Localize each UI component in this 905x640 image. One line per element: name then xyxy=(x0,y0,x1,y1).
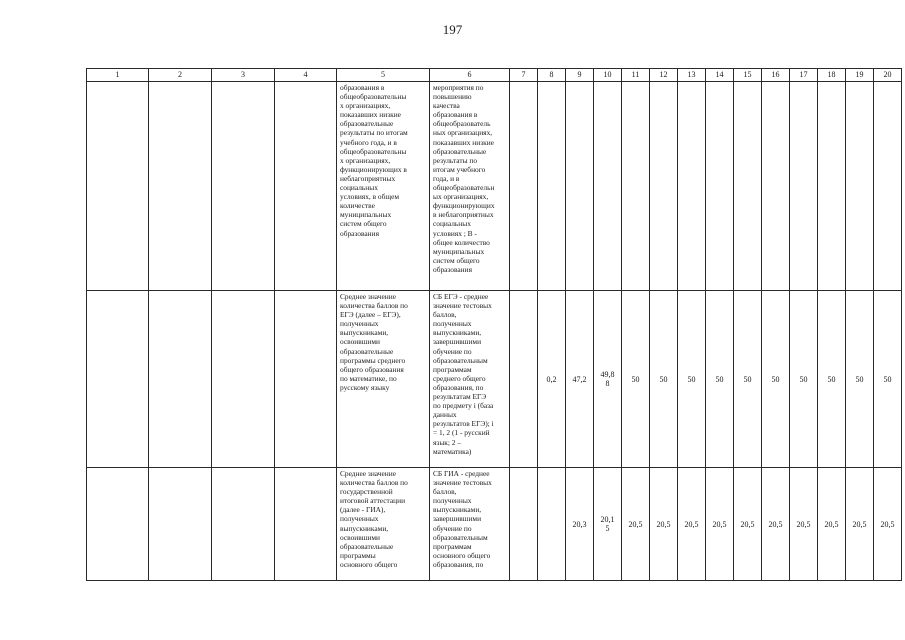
header-row xyxy=(87,69,902,82)
value-cell: 50 xyxy=(790,291,818,468)
formula-cell xyxy=(430,468,510,581)
table-cell xyxy=(149,82,212,291)
value-cell: 20,5 xyxy=(650,468,678,581)
value-cell: 20,1 5 xyxy=(594,468,622,581)
table-cell xyxy=(212,82,275,291)
value-cell: 0,2 xyxy=(538,291,566,468)
value-cell: 20,5 xyxy=(706,468,734,581)
value-cell xyxy=(678,82,706,291)
value-cell: 50 xyxy=(762,291,790,468)
value-cell: 20,5 xyxy=(762,468,790,581)
data-table xyxy=(86,68,902,581)
value-cell: 20,5 xyxy=(622,468,650,581)
table-cell xyxy=(149,291,212,468)
table-cell xyxy=(275,82,337,291)
value-cell: 20,5 xyxy=(874,468,902,581)
value-cell: 50 xyxy=(874,291,902,468)
table-cell xyxy=(149,468,212,581)
value-cell xyxy=(734,82,762,291)
value-cell: 20,5 xyxy=(678,468,706,581)
value-cell xyxy=(510,291,538,468)
table-row xyxy=(87,82,902,291)
table-cell xyxy=(275,468,337,581)
column-header: 15 xyxy=(734,69,762,82)
value-cell: 20,5 xyxy=(846,468,874,581)
formula-text: СБ ГИА - среднее значение тестовых баллов, полученных выпускниками, завершившими обучение по образовательным программам основного общего образования, по xyxy=(433,469,492,569)
column-header: 12 xyxy=(650,69,678,82)
table-cell xyxy=(275,291,337,468)
value-cell xyxy=(538,468,566,581)
indicator-text: Среднее значение количества баллов по ЕГЭ (далее – ЕГЭ), полученных выпускниками, освоившими образовательные программы среднего общего образования по математике, по русскому языку xyxy=(340,292,408,392)
column-header: 14 xyxy=(706,69,734,82)
column-header: 8 xyxy=(538,69,566,82)
column-header: 1 xyxy=(87,69,149,82)
column-header: 19 xyxy=(846,69,874,82)
column-header: 11 xyxy=(622,69,650,82)
column-header: 3 xyxy=(212,69,275,82)
value-cell xyxy=(510,82,538,291)
column-header: 5 xyxy=(337,69,430,82)
indicator-cell xyxy=(337,291,430,468)
table-cell xyxy=(87,291,149,468)
page-number: 197 xyxy=(442,22,463,37)
value-cell: 50 xyxy=(734,291,762,468)
value-cell xyxy=(874,82,902,291)
formula-cell xyxy=(430,82,510,291)
value-cell xyxy=(818,82,846,291)
column-header: 6 xyxy=(430,69,510,82)
indicator-cell xyxy=(337,82,430,291)
column-header: 10 xyxy=(594,69,622,82)
column-header: 9 xyxy=(566,69,594,82)
indicator-text: Среднее значение количества баллов по государственной итоговой аттестации (далее - ГИА), полученных выпускниками, освоившими образовательные программы основного общего xyxy=(340,469,408,569)
value-cell: 50 xyxy=(650,291,678,468)
value-cell xyxy=(538,82,566,291)
table-row xyxy=(87,468,902,581)
column-header: 20 xyxy=(874,69,902,82)
table-cell xyxy=(212,291,275,468)
table-cell xyxy=(87,82,149,291)
column-header: 13 xyxy=(678,69,706,82)
value-cell: 47,2 xyxy=(566,291,594,468)
indicator-text: образования в общеобразовательны х организациях, показавших низкие образовательные результаты по итогам учебного года, и в общеобразовательны х организациях, функционирующих в неблагоприятных социальных условиях, в общем количестве муниципальных систем общего образования xyxy=(340,83,408,238)
value-cell: 20,5 xyxy=(734,468,762,581)
table-cell xyxy=(87,468,149,581)
table-cell xyxy=(212,468,275,581)
table-row xyxy=(87,291,902,468)
column-header: 16 xyxy=(762,69,790,82)
column-header: 2 xyxy=(149,69,212,82)
column-header: 4 xyxy=(275,69,337,82)
value-cell: 50 xyxy=(678,291,706,468)
value-cell: 20,5 xyxy=(790,468,818,581)
value-cell: 50 xyxy=(622,291,650,468)
value-cell xyxy=(762,82,790,291)
value-cell xyxy=(566,82,594,291)
column-header: 7 xyxy=(510,69,538,82)
column-header: 18 xyxy=(818,69,846,82)
value-cell xyxy=(510,468,538,581)
value-cell xyxy=(846,82,874,291)
value-cell: 20,3 xyxy=(566,468,594,581)
value-cell: 49,8 8 xyxy=(594,291,622,468)
value-cell: 20,5 xyxy=(818,468,846,581)
value-cell xyxy=(706,82,734,291)
value-cell: 50 xyxy=(846,291,874,468)
formula-text: СБ ЕГЭ - среднее значение тестовых баллов, полученных выпускниками, завершившими обучение по образовательным программам среднего общего образования, по результатам ЕГЭ по предмету i (база данных результатов ЕГЭ); i = 1, 2 (1 - русский язык; 2 – математика) xyxy=(433,292,494,456)
value-cell: 50 xyxy=(706,291,734,468)
value-cell: 50 xyxy=(818,291,846,468)
formula-cell xyxy=(430,291,510,468)
value-cell xyxy=(622,82,650,291)
indicator-cell xyxy=(337,468,430,581)
value-cell xyxy=(594,82,622,291)
value-cell xyxy=(790,82,818,291)
value-cell xyxy=(650,82,678,291)
formula-text: мероприятия по повышению качества образования в общеобразователь ных организациях, показавших низкие образовательные результаты по итогам учебного года, и в общеобразовательн ых организациях, функционирующих в неблагоприятных социальных условиях ; В - общее количество муниципальных систем общего образования xyxy=(433,83,495,274)
column-header: 17 xyxy=(790,69,818,82)
